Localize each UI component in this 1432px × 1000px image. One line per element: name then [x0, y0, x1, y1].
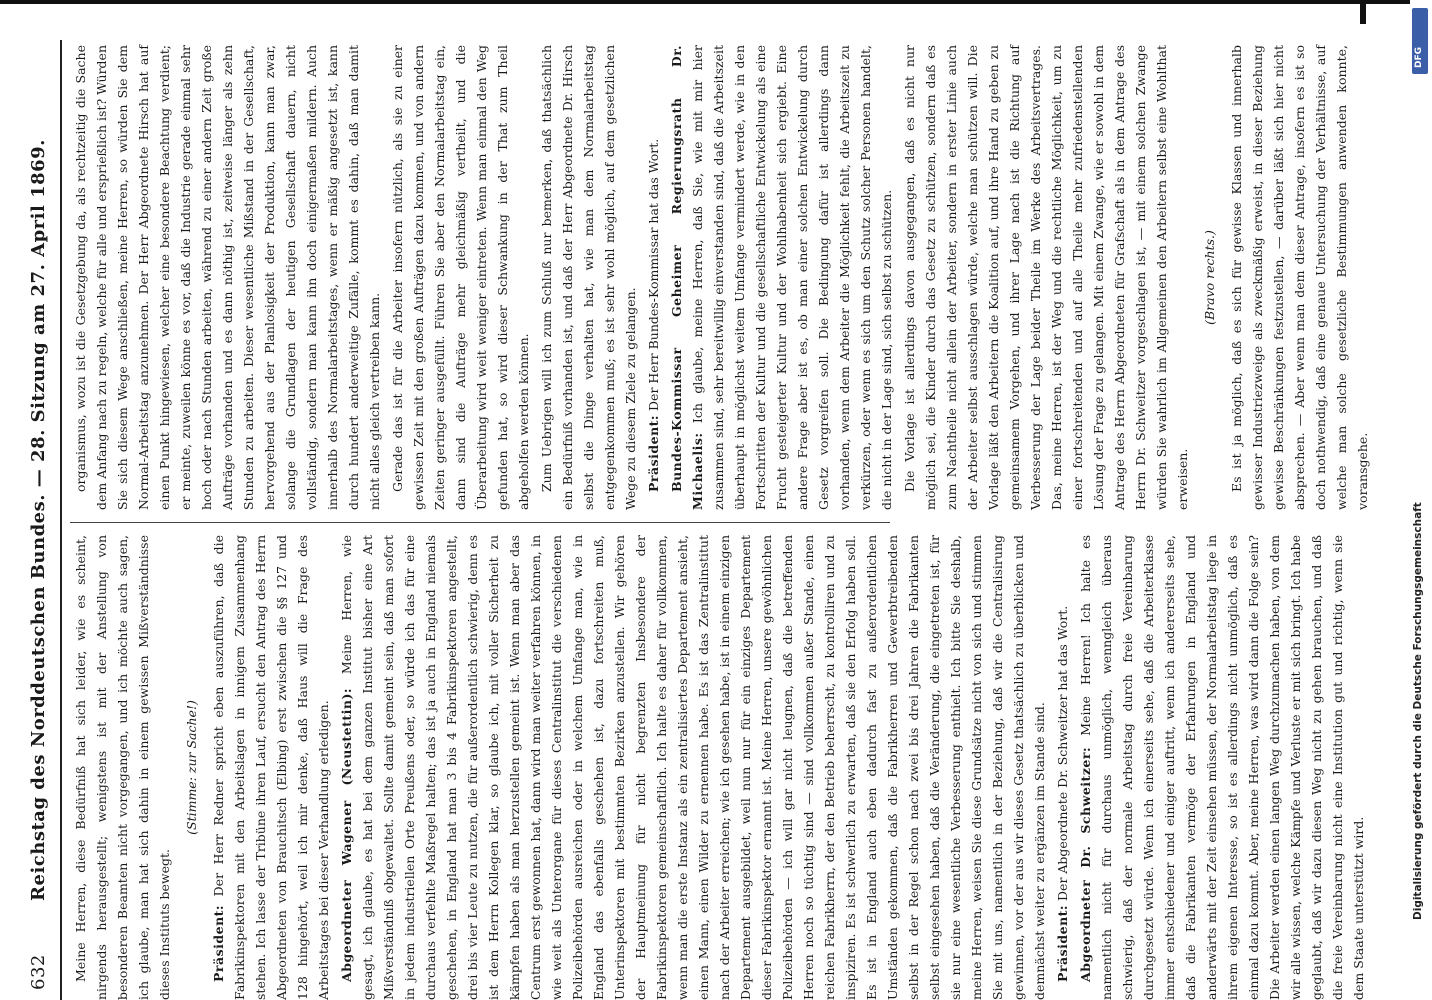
speech-paragraph	[1075, 535, 1369, 1000]
paragraph-text: Meine Herren, diese Bedürfniß hat sich leider, wie es scheint, nirgends herausgestellt; wenigstens ist mit der Anstellung von besonderen Beamten nicht vorgegangen, und ich möchte auch sagen, ich glaube, man hat sich dahin in einem gewissen Mißverständnisse dieses Instituts bewegt.	[73, 535, 172, 1000]
speaker-name: Präsident:	[1055, 904, 1070, 982]
stage-direction-text: (Bravo rechts.)	[1202, 230, 1217, 325]
paragraph-text: Meine Herren, wie gesagt, ich glaube, es hat bei dem ganzen Institut bisher eine Art Mißverständniß obgewaltet. Sollte damit gemeint sein, daß man sofort in jedem industriellen Orte Preußens oder, so würde ich das für eine durchaus verfehlte Maßregel halten; das ist ja auch in England niemals geschehen, in England hat man 3 bis 4 Fabrikinspektoren angestellt, drei bis vier Leute zu nutzen, die für außerordentlich schwierig, denn es ist dem Herrn Kollegen klar, so glaube ich, mit voller Sicherheit zu kämpfen haben als man herzustellen gemeint ist. Wenn man aber das Centrum erst gewonnen hat, dann wird man weiter verfahren können, in wie weit als Unterorgane für dieses Centralinstitut die verschiedenen Polizeibehörden ausreichen oder in welchem Umfange man, wie in England das ebenfalls geschehen ist, dazu fortschreiten muß, Unterinspektoren mit bestimmten Bezirken anzustellen. Wir gehören der Hauptmeinung für nicht begrenzten Insbesondere der Fabrikinspektoren gemeinschaftlich. Ich halte es daher für vollkommen, wenn man die erste Instanz als ein zentralisiertes Departement ansieht, einen Mann, einen Wilder zu ernennen habe. Es ist das Zentralinstitut nach der Arbeiter erreichen; wie ich gesehen habe, ist in einem einzigen Departement ausgebildet, weil nun nur für ein einziges Departement dieser Fabrikinspektor ernannt ist. Meine Herren, unsere gewöhnlichen Polizeibehörden — ich will gar nicht leugnen, daß die betreffenden Herren noch so tüchtig sind — sind vollkommen außer Stande, einen reichen Fabrikherrn, der den Betrieb beherrscht, zu kontrolliren und zu inspiziren. Es ist schwerlich zu erwarten, daß sie den Erfolg haben soll. Es ist in England auch eben dadurch fast zu außerordentlichen Umständen gekommen, daß die Fabrikherren und Gewerbtreibenden selbst in der Regel schon nach zwei bis drei Jahren die Fabrikanten selbst eingesehen haben, daß die Veränderung, die eingetreten ist, für sie nur eine wesentliche Verbesserung enthielt. Ich bitte Sie deshalb, meine Herren, weisen Sie diese Grundsätze nicht von sich und stimmen Sie mit uns, namentlich in der Beziehung, daß wir die Centralisirung gewinnen, vor der aus wir dieses Gesetz thatsächlich zu überblicken und demnächst weiter zu ergänzen im Stande sind.	[339, 535, 1047, 1000]
speaker-name: Bundes-Kommissar Geheimer Regierungsrath Dr. Michaelis:	[669, 45, 705, 510]
speaker-name: Abgeordneter Wagener (Neustettin):	[339, 687, 354, 982]
text-paragraph	[536, 45, 641, 510]
left-column	[70, 535, 1366, 1000]
right-column	[70, 45, 1370, 510]
paragraph-text: Der Herr Bundes-Kommissar hat das Wort.	[646, 138, 661, 411]
speaker-name: Präsident:	[211, 904, 226, 982]
speech-paragraph	[1052, 535, 1073, 1000]
header-rule	[60, 40, 62, 1000]
speaker-name: Abgeordneter Dr. Schweitzer:	[1078, 746, 1093, 982]
text-paragraph	[387, 45, 534, 510]
page-number: 632	[28, 954, 49, 990]
text-paragraph	[70, 535, 175, 1000]
dfg-logo-text: DFG	[1414, 46, 1424, 68]
paragraph-text: Gerade das ist für die Arbeiter insofern nützlich, als sie zu einer gewissen Zeit mit den großen Aufträgen dazu kommen, und von andern Zeiten geringer ausgefüllt. Führen Sie aber den Normalarbeitstag ein, dann sind die Aufträge mehr gleichmäßig vertheilt, und die Überarbeitung wird weit weniger eintreten. Wenn man einmal den Weg gefunden hat, so wird dieser Schwankung in der That zum Theil abgeholfen werden können.	[390, 45, 531, 510]
paragraph-text: Der Herr Redner spricht eben auszuführen, daß die Fabrikinspektoren mit den Arbeitslagen in innigem Zusammenhang stehen. Ich lasse der Tribüne ihren Lauf, ersucht den Antrag des Herrn Abgeordneten von Brauchitsch (Elbing) erst zwischen die §§ 127 und 128 hingehört, weil ich mir denke, daß Haus will die Frage des Arbeitstages bei dieser Verhandlung erledigen.	[211, 535, 331, 1000]
paragraph-text: organismus, wozu ist die Gesetzgebung da, als rechtzeitig die Sache dem Anfang nach zu regeln, welche für alle und ersprießlich ist? Würden Sie sich diesem Wege anschließen, meine Herren, so würden Sie dem Normal-Arbeitstag anzunehmen. Der Herr Abgeordnete Hirsch hat auf einen Punkt hingewiesen, welcher eine besondere Beachtung verdient; er meinte, zuweilen könne es vor, daß die Industrie gerade einmal sehr hoch oder nach Stunden arbeiten, während zu einer andern Zeit große Aufträge vorhanden und es dann nöthig ist, zeitweise länger als zehn Stunden zu arbeiten. Dieser wesentliche Mißstand in der Gesellschaft, hervorgehend aus der Planlosigkeit der Produktion, kann man zwar, solange die Grundlagen der heutigen Gesellschaft dauern, nicht vollständig, sondern man kann ihn doch einigermaßen mildern. Auch innerhalb des Normalarbeitstages, wenn er mäßig angesetzt ist, kann durch hundert anderweitige Zufälle, kommt es dahin, daß man damit nicht alles gleich vertreiben kann.	[73, 45, 382, 510]
speech-paragraph	[666, 45, 897, 510]
page-title: Reichstag des Norddeutschen Bundes. — 28. Sitzung am 27. April 1869.	[28, 139, 49, 901]
text-paragraph	[899, 45, 1193, 510]
speech-paragraph	[336, 535, 1050, 1000]
column-divider	[70, 522, 890, 523]
paragraph-text: Zum Uebrigen will ich zum Schluß nur bemerken, daß thatsächlich ein Bedürfniß vorhanden ist, und daß der Herr Abgeordnete Dr. Hirsch selbst die Dinge verhalten hat, wie man dem Normalarbeitstag entgegenkommen muß; es ist sehr wohl möglich, auf dem gesetzlichen Wege zu diesem Ziele zu gelangen.	[539, 45, 638, 510]
speaker-name: Präsident:	[646, 414, 661, 492]
text-paragraph	[70, 45, 385, 510]
paragraph-text: Es ist ja möglich, daß es sich für gewisse Klassen und innerhalb gewisser Industriezweige als zweckmäßig erweist, in dieser Beziehung gewisse Beschränkungen festzustellen, — darüber läßt sich hier nicht absprechen. — Aber wenn man dem dieser Antrage, insofern es ist so doch nothwendig, daß eine genaue Untersuchung der Verhältnisse, auf welche man solche gesetzliche Bestimmungen anwenden konnte, voransgehe.	[1229, 45, 1370, 510]
paragraph-text: Der Abgeordnete Dr. Schweitzer hat das Wort.	[1055, 605, 1070, 901]
paragraph-text: Ich glaube, meine Herren, daß Sie, wie mit mir hier zusammen sind, sehr bereitwillig einverstanden sind, daß die Arbeitszeit überhaupt in möglichst weitem Umfange vermindert werde, wie in den Fortschritten der Kultur und die gesellschaftliche Entwickelung als eine Frucht gesteigerter Kultur und der Wohlhabenheit sich ergiebt. Eine andere Frage aber ist es, ob man einer solchen Entwickelung durch Gesetz vorgreifen soll. Die Bedingung dafür ist allerdings dann vorhanden, wenn dem Arbeiter die Möglichkeit fehlt, die Arbeitszeit zu verkürzen, oder wenn es sich um den Schutz solcher Personen handelt, die nicht in der Lage sind, sich selbst zu schützen.	[690, 45, 894, 510]
rotated-document-page	[20, 40, 1400, 1000]
stage-direction-text: (Stimme: zur Sache!)	[184, 700, 199, 835]
dfg-notice-text: Digitalisierung gefördert durch die Deutsche Forschungsgemeinschaft	[1412, 502, 1424, 920]
paragraph-text: Die Vorlage ist allerdings davon ausgegangen, daß es nicht nur möglich sei, die Kinder durch das Gesetz zu schützen, sondern daß es zum Nachtheile nicht allein der Arbeiter, sondern in erster Linie auch der Arbeiter selbst ausschlagen würde, welche man schützen will. Die Vorlage läßt den Arbeitern die Koalition auf, und ihre Hand zu geben zu gemeinsamem Vorgehen, und ihrer Lage nach ist die Richtung auf Verbesserung der Lage beider Theile im Werke des Arbeitsvertrages. Das, meine Herren, ist der Weg und die rechtliche Möglichkeit, um zu einer fortschreitenden und auf alle Theile mehr zufriedenstellenden Lösung der Frage zu gelangen. Mit einem Zwange, wie er sowohl in dem Antrage des Herrn Abgeordneten für Grafschaft als in dem Antrage des Herrn Dr. Schweitzer vorgeschlagen ist, — mit einem solchen Zwange würden Sie wahrlich im Allgemeinen den Arbeitern selbst eine Wohlthat erweisen.	[902, 45, 1190, 510]
scan-top-edge	[0, 0, 1410, 4]
stage-direction	[1199, 45, 1220, 510]
speech-paragraph	[643, 45, 664, 510]
speech-paragraph	[208, 535, 334, 1000]
scan-edge-notch	[1360, 0, 1366, 24]
text-paragraph	[1226, 45, 1373, 510]
page-header	[20, 40, 60, 1000]
stage-direction	[181, 535, 202, 1000]
paragraph-text: Meine Herren! Ich halte es namentlich nicht für durchaus unmöglich, wenngleich überaus schwierig, daß der normale Arbeitstag durch freie Vereinbarung durchgesetzt würde. Wenn ich einerseits sehe, daß die Arbeiterklasse immer entschiedener und einiger auftritt, wenn ich andererseits sehe, daß die Fabrikanten vermöge der Erfahrungen in England und anderwärts mit der Zeit einsehen müssen, der Normalarbeitstag liege in ihrem eigenen Interesse, so ist es allerdings nicht unmöglich, daß es einmal dazu kommt. Aber, meine Herren, was wird dann die Folge sein? Die Arbeiter werden einen langen Weg durchzumachen haben, von dem wir alle wissen, welche Kämpfe und Verluste er mit sich bringt. Ich habe geglaubt, daß wir dazu diesen Weg nicht zu gehen brauchen, und daß die freie Vereinbarung nicht eine Institution gut und richtig, wenn sie dem Staate unterstützt wird.	[1078, 535, 1366, 1000]
dfg-side-notice	[1410, 0, 1432, 1000]
